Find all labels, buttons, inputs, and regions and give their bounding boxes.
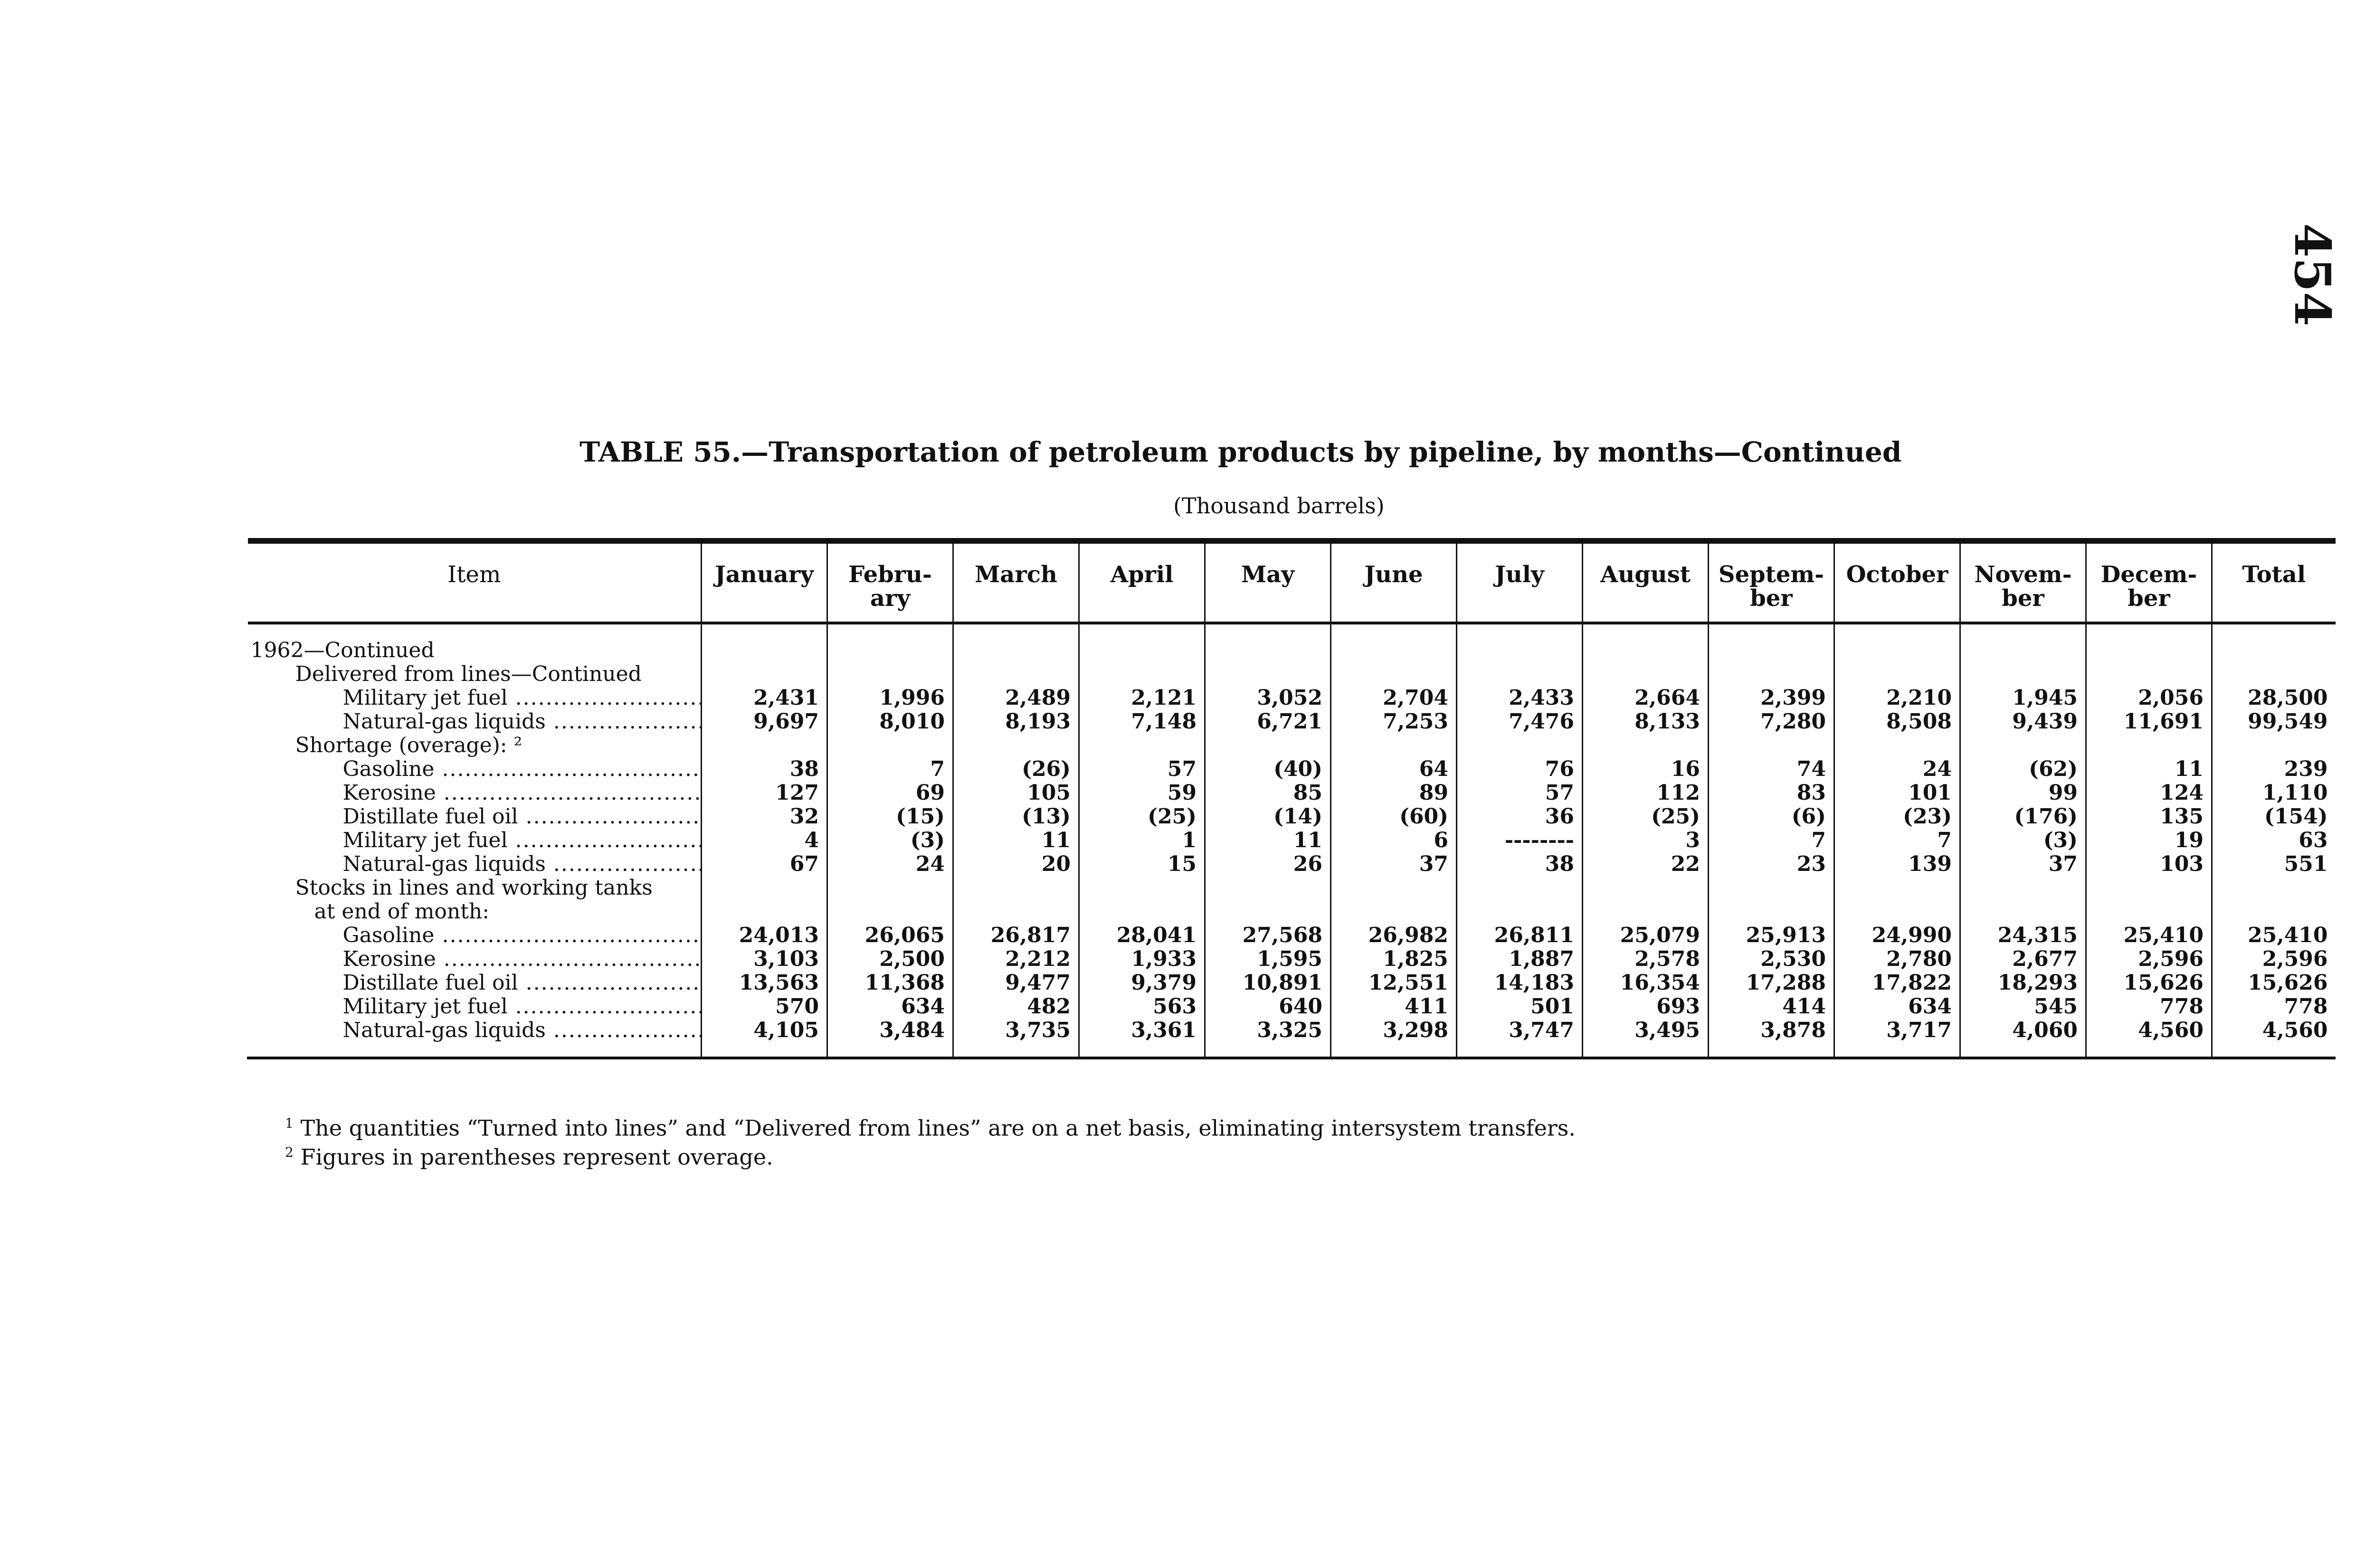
table-cell: 2,677 [1960,947,2086,971]
table-subtitle: (Thousand barrels) [1173,493,1385,519]
table-row [248,623,2336,662]
table-cell: 414 [1709,995,1834,1019]
table-row [248,876,2336,900]
table-cell [2212,734,2336,757]
table-cell: 3,298 [1331,1019,1457,1058]
table-cell: 2,489 [953,686,1079,710]
table-cell [953,662,1079,686]
bottom-rule [248,1058,2336,1059]
table-cell [1583,734,1709,757]
table-cell: 4 [702,829,827,852]
table-cell: 112 [1583,781,1709,805]
table-row [248,710,2336,734]
table-cell: 2,121 [1079,686,1205,710]
row-label: Delivered from lines—Continued [295,662,642,686]
table-cell [953,623,1079,662]
page-number: 454 [2283,223,2342,327]
row-label: Gasoline ..... [248,757,702,781]
table-cell [827,900,953,924]
table-cell: 1,825 [1331,947,1457,971]
table-cell: 1,933 [1079,947,1205,971]
table-cell [1457,876,1583,900]
table-cell [1331,900,1457,924]
table-cell: 6 [1331,829,1457,852]
table-cell: 38 [702,757,827,781]
table-cell: 634 [1834,995,1960,1019]
table-cell [1583,900,1709,924]
table-cell: 8,193 [953,710,1079,734]
table-cell: 15,626 [2086,971,2212,995]
table-cell: 28,500 [2212,686,2336,710]
table-cell [2086,734,2212,757]
row-label: Shortage (overage): ² [295,734,522,757]
table-cell: 25,079 [1583,924,1709,947]
table-cell: 14,183 [1457,971,1583,995]
table-cell [1834,734,1960,757]
row-label: Distillate fuel oil ..... [248,971,702,995]
table-cell: 545 [1960,995,2086,1019]
table-cell: 24,315 [1960,924,2086,947]
table-cell: (3) [827,829,953,852]
table-cell: 139 [1834,852,1960,876]
table-row [248,734,2336,757]
table-cell [702,662,827,686]
table-cell: 67 [702,852,827,876]
table-cell: 11 [1205,829,1331,852]
table-cell [953,734,1079,757]
table-cell: 85 [1205,781,1331,805]
column-header: Septem- ber [1709,542,1834,623]
table-cell: 482 [953,995,1079,1019]
table-cell [2212,876,2336,900]
table-row [248,781,2336,805]
table-cell: (25) [1079,805,1205,829]
table-cell: 2,056 [2086,686,2212,710]
table-cell: -------- [1457,829,1583,852]
table-cell: 63 [2212,829,2336,852]
table-cell: 2,212 [953,947,1079,971]
row-label: Military jet fuel ..... [248,995,702,1019]
table-title: TABLE 55.—Transportation of petroleum products by pipeline, by months—Continued [580,436,1902,468]
table-cell: 2,704 [1331,686,1457,710]
footnote-mark: 2 [285,1144,294,1161]
table-cell: 64 [1331,757,1457,781]
table-cell [1960,662,2086,686]
table-cell: (25) [1583,805,1709,829]
table-cell [2086,623,2212,662]
table-cell: 7,148 [1079,710,1205,734]
table-row [248,947,2336,971]
table-cell [1709,900,1834,924]
table-cell [1834,662,1960,686]
table-cell: 25,913 [1709,924,1834,947]
column-header: Total [2212,542,2336,623]
table-cell: 8,133 [1583,710,1709,734]
table-row [248,971,2336,995]
table-cell: 1,945 [1960,686,2086,710]
table-cell [1960,876,2086,900]
table-cell: 105 [953,781,1079,805]
table-cell [2212,623,2336,662]
table-cell: 3,052 [1205,686,1331,710]
table-cell: 26,982 [1331,924,1457,947]
table-cell: 11 [2086,757,2212,781]
row-label: Kerosine ..... [248,947,702,971]
table-cell: (15) [827,805,953,829]
table-cell: 3,747 [1457,1019,1583,1058]
table-cell [1079,734,1205,757]
table-cell: 11,691 [2086,710,2212,734]
table-cell [1205,662,1331,686]
table-cell [1709,662,1834,686]
table-cell: 3 [1583,829,1709,852]
table-cell: 634 [827,995,953,1019]
table-cell [2086,662,2212,686]
table-cell [1709,876,1834,900]
table-cell: 3,878 [1709,1019,1834,1058]
table-cell: 26 [1205,852,1331,876]
table-cell: 2,530 [1709,947,1834,971]
table-cell [1079,900,1205,924]
footnote-1 [285,1111,1576,1140]
row-label: Natural-gas liquids ..... [248,710,702,734]
table-cell [1583,623,1709,662]
table-cell: 36 [1457,805,1583,829]
table-cell: 135 [2086,805,2212,829]
footnote-mark: 1 [285,1115,294,1131]
table-cell: (6) [1709,805,1834,829]
table-cell: (3) [1960,829,2086,852]
table-cell: 76 [1457,757,1583,781]
table-cell: 19 [2086,829,2212,852]
table-cell [827,876,953,900]
table-cell: 8,010 [827,710,953,734]
table-cell: 4,105 [702,1019,827,1058]
table-cell: (40) [1205,757,1331,781]
row-label: Distillate fuel oil ..... [248,805,702,829]
table-cell: 99,549 [2212,710,2336,734]
table-row [248,805,2336,829]
table-cell [953,900,1079,924]
table-cell [702,734,827,757]
table-cell: 501 [1457,995,1583,1019]
table-cell [1205,876,1331,900]
table-header [248,539,2336,623]
table-cell: 59 [1079,781,1205,805]
table-cell: 69 [827,781,953,805]
table-cell: 7 [1709,829,1834,852]
table-cell [827,623,953,662]
table-cell [2212,662,2336,686]
table-cell: 4,560 [2212,1019,2336,1058]
table-cell [1960,623,2086,662]
table-cell: 10,891 [1205,971,1331,995]
table-cell [2086,900,2212,924]
table-cell: 4,560 [2086,1019,2212,1058]
table-cell [1079,662,1205,686]
table-cell: 693 [1583,995,1709,1019]
table-cell: 1,887 [1457,947,1583,971]
row-label: Natural-gas liquids ..... [248,852,702,876]
column-header-item: Item [248,542,702,623]
table-cell: 778 [2086,995,2212,1019]
table-cell [1331,623,1457,662]
table-cell: 411 [1331,995,1457,1019]
table-cell: 1,996 [827,686,953,710]
table-cell [1834,623,1960,662]
table-cell: 18,293 [1960,971,2086,995]
table-cell [1457,734,1583,757]
table-cell: 2,780 [1834,947,1960,971]
table-cell: 83 [1709,781,1834,805]
table-cell: 3,361 [1079,1019,1205,1058]
table-cell: 2,578 [1583,947,1709,971]
header-row [248,542,2336,623]
table-row [248,829,2336,852]
table-cell: 551 [2212,852,2336,876]
table-cell: 37 [1331,852,1457,876]
table-cell: 2,500 [827,947,953,971]
table-cell: (14) [1205,805,1331,829]
table-row [248,686,2336,710]
column-header: June [1331,542,1457,623]
table-cell [827,662,953,686]
table-cell [1960,900,2086,924]
table-cell [2086,876,2212,900]
table-cell: 2,596 [2086,947,2212,971]
table-cell: 3,484 [827,1019,953,1058]
table-cell [1834,876,1960,900]
table-cell: 1 [1079,829,1205,852]
column-header: July [1457,542,1583,623]
table-cell: 22 [1583,852,1709,876]
table-cell [1709,734,1834,757]
table-cell: 24 [827,852,953,876]
table-cell: 9,697 [702,710,827,734]
table-cell: 57 [1457,781,1583,805]
column-header: October [1834,542,1960,623]
table-cell [702,623,827,662]
table-cell: 8,508 [1834,710,1960,734]
table-cell: 24 [1834,757,1960,781]
table-row [248,1019,2336,1058]
table-cell: 7 [827,757,953,781]
table-cell [1457,900,1583,924]
table-cell: 2,210 [1834,686,1960,710]
table-cell: 9,477 [953,971,1079,995]
table-cell [1834,900,1960,924]
table-cell: (60) [1331,805,1457,829]
table-cell: 563 [1079,995,1205,1019]
table-cell: (154) [2212,805,2336,829]
table-cell [1583,662,1709,686]
table-cell: 25,410 [2086,924,2212,947]
table-cell [1331,734,1457,757]
table-cell: 7 [1834,829,1960,852]
table-cell: 2,399 [1709,686,1834,710]
row-label: at end of month: [314,900,490,924]
footnote-text: The quantities “Turned into lines” and “Delivered from lines” are on a net basis, eliminating intersystem transfers. [300,1115,1576,1141]
table-row [248,924,2336,947]
table-cell: 2,433 [1457,686,1583,710]
row-label: Military jet fuel ..... [248,686,702,710]
table-cell [1457,623,1583,662]
table-cell [1079,623,1205,662]
table-cell [827,734,953,757]
table-cell: 570 [702,995,827,1019]
table-cell: (26) [953,757,1079,781]
table-cell: 640 [1205,995,1331,1019]
table-cell: 3,717 [1834,1019,1960,1058]
table-cell: 9,439 [1960,710,2086,734]
footnote-text: Figures in parentheses represent overage. [300,1144,773,1170]
table-cell [1205,734,1331,757]
table-cell [702,876,827,900]
table-cell: 9,379 [1079,971,1205,995]
table-cell: 2,664 [1583,686,1709,710]
table-cell [1331,876,1457,900]
row-label: 1962—Continued [250,638,435,662]
row-label: Military jet fuel ..... [248,829,702,852]
column-header: August [1583,542,1709,623]
table-cell [1960,734,2086,757]
column-header: Decem- ber [2086,542,2212,623]
column-header: May [1205,542,1331,623]
row-label: Stocks in lines and working tanks [295,876,653,900]
column-header: March [953,542,1079,623]
table-cell [1709,623,1834,662]
table-cell: 38 [1457,852,1583,876]
table-cell: 3,325 [1205,1019,1331,1058]
table-cell [702,900,827,924]
table-cell: 1,110 [2212,781,2336,805]
table-cell: 7,476 [1457,710,1583,734]
table-cell: (62) [1960,757,2086,781]
table-cell: 16,354 [1583,971,1709,995]
table-cell [1079,876,1205,900]
table-cell [1331,662,1457,686]
table-cell: 4,060 [1960,1019,2086,1058]
table-cell: 3,103 [702,947,827,971]
table-cell: 57 [1079,757,1205,781]
table-cell: 17,288 [1709,971,1834,995]
table-cell: 11,368 [827,971,953,995]
table-cell: 24,013 [702,924,827,947]
table-cell: 16 [1583,757,1709,781]
table-cell: (23) [1834,805,1960,829]
table-cell: 99 [1960,781,2086,805]
table-row [248,852,2336,876]
table-cell: 15 [1079,852,1205,876]
table-cell: 13,563 [702,971,827,995]
table-cell: 3,735 [953,1019,1079,1058]
table-cell [1205,900,1331,924]
table-cell [1457,662,1583,686]
table-cell: 239 [2212,757,2336,781]
table-cell: 11 [953,829,1079,852]
table-cell: 26,065 [827,924,953,947]
table-cell: 74 [1709,757,1834,781]
table-cell: 32 [702,805,827,829]
table-cell: 12,551 [1331,971,1457,995]
table-row [248,757,2336,781]
column-header: Novem- ber [1960,542,2086,623]
footnotes [285,1111,1576,1170]
row-label: Gasoline ..... [248,924,702,947]
table-cell: 3,495 [1583,1019,1709,1058]
table-cell: (176) [1960,805,2086,829]
table-row [248,662,2336,686]
table-cell: 24,990 [1834,924,1960,947]
table-cell: 26,811 [1457,924,1583,947]
table-cell [1205,623,1331,662]
table-cell: 26,817 [953,924,1079,947]
table-cell: (13) [953,805,1079,829]
table-cell: 23 [1709,852,1834,876]
column-header: Febru- ary [827,542,953,623]
footnote-2 [285,1140,1576,1169]
row-label: Kerosine ..... [248,781,702,805]
table-cell: 20 [953,852,1079,876]
table-cell: 1,595 [1205,947,1331,971]
table-cell: 778 [2212,995,2336,1019]
table-cell: 6,721 [1205,710,1331,734]
table-cell: 37 [1960,852,2086,876]
table-cell: 27,568 [1205,924,1331,947]
row-label: Natural-gas liquids ..... [248,1019,702,1058]
table-cell: 15,626 [2212,971,2336,995]
table-row [248,995,2336,1019]
table-cell: 101 [1834,781,1960,805]
table-row [248,900,2336,924]
table-cell: 28,041 [1079,924,1205,947]
table-cell: 89 [1331,781,1457,805]
table-cell: 25,410 [2212,924,2336,947]
table-cell: 124 [2086,781,2212,805]
table-cell [1583,876,1709,900]
table-cell: 2,431 [702,686,827,710]
table-body [248,623,2336,1058]
table-cell: 127 [702,781,827,805]
table-cell [2212,900,2336,924]
data-table [247,538,2336,1059]
table-cell: 7,280 [1709,710,1834,734]
column-header: April [1079,542,1205,623]
table-cell [953,876,1079,900]
column-header: January [702,542,827,623]
table-cell: 17,822 [1834,971,1960,995]
table-cell: 7,253 [1331,710,1457,734]
table-cell: 103 [2086,852,2212,876]
table-cell: 2,596 [2212,947,2336,971]
